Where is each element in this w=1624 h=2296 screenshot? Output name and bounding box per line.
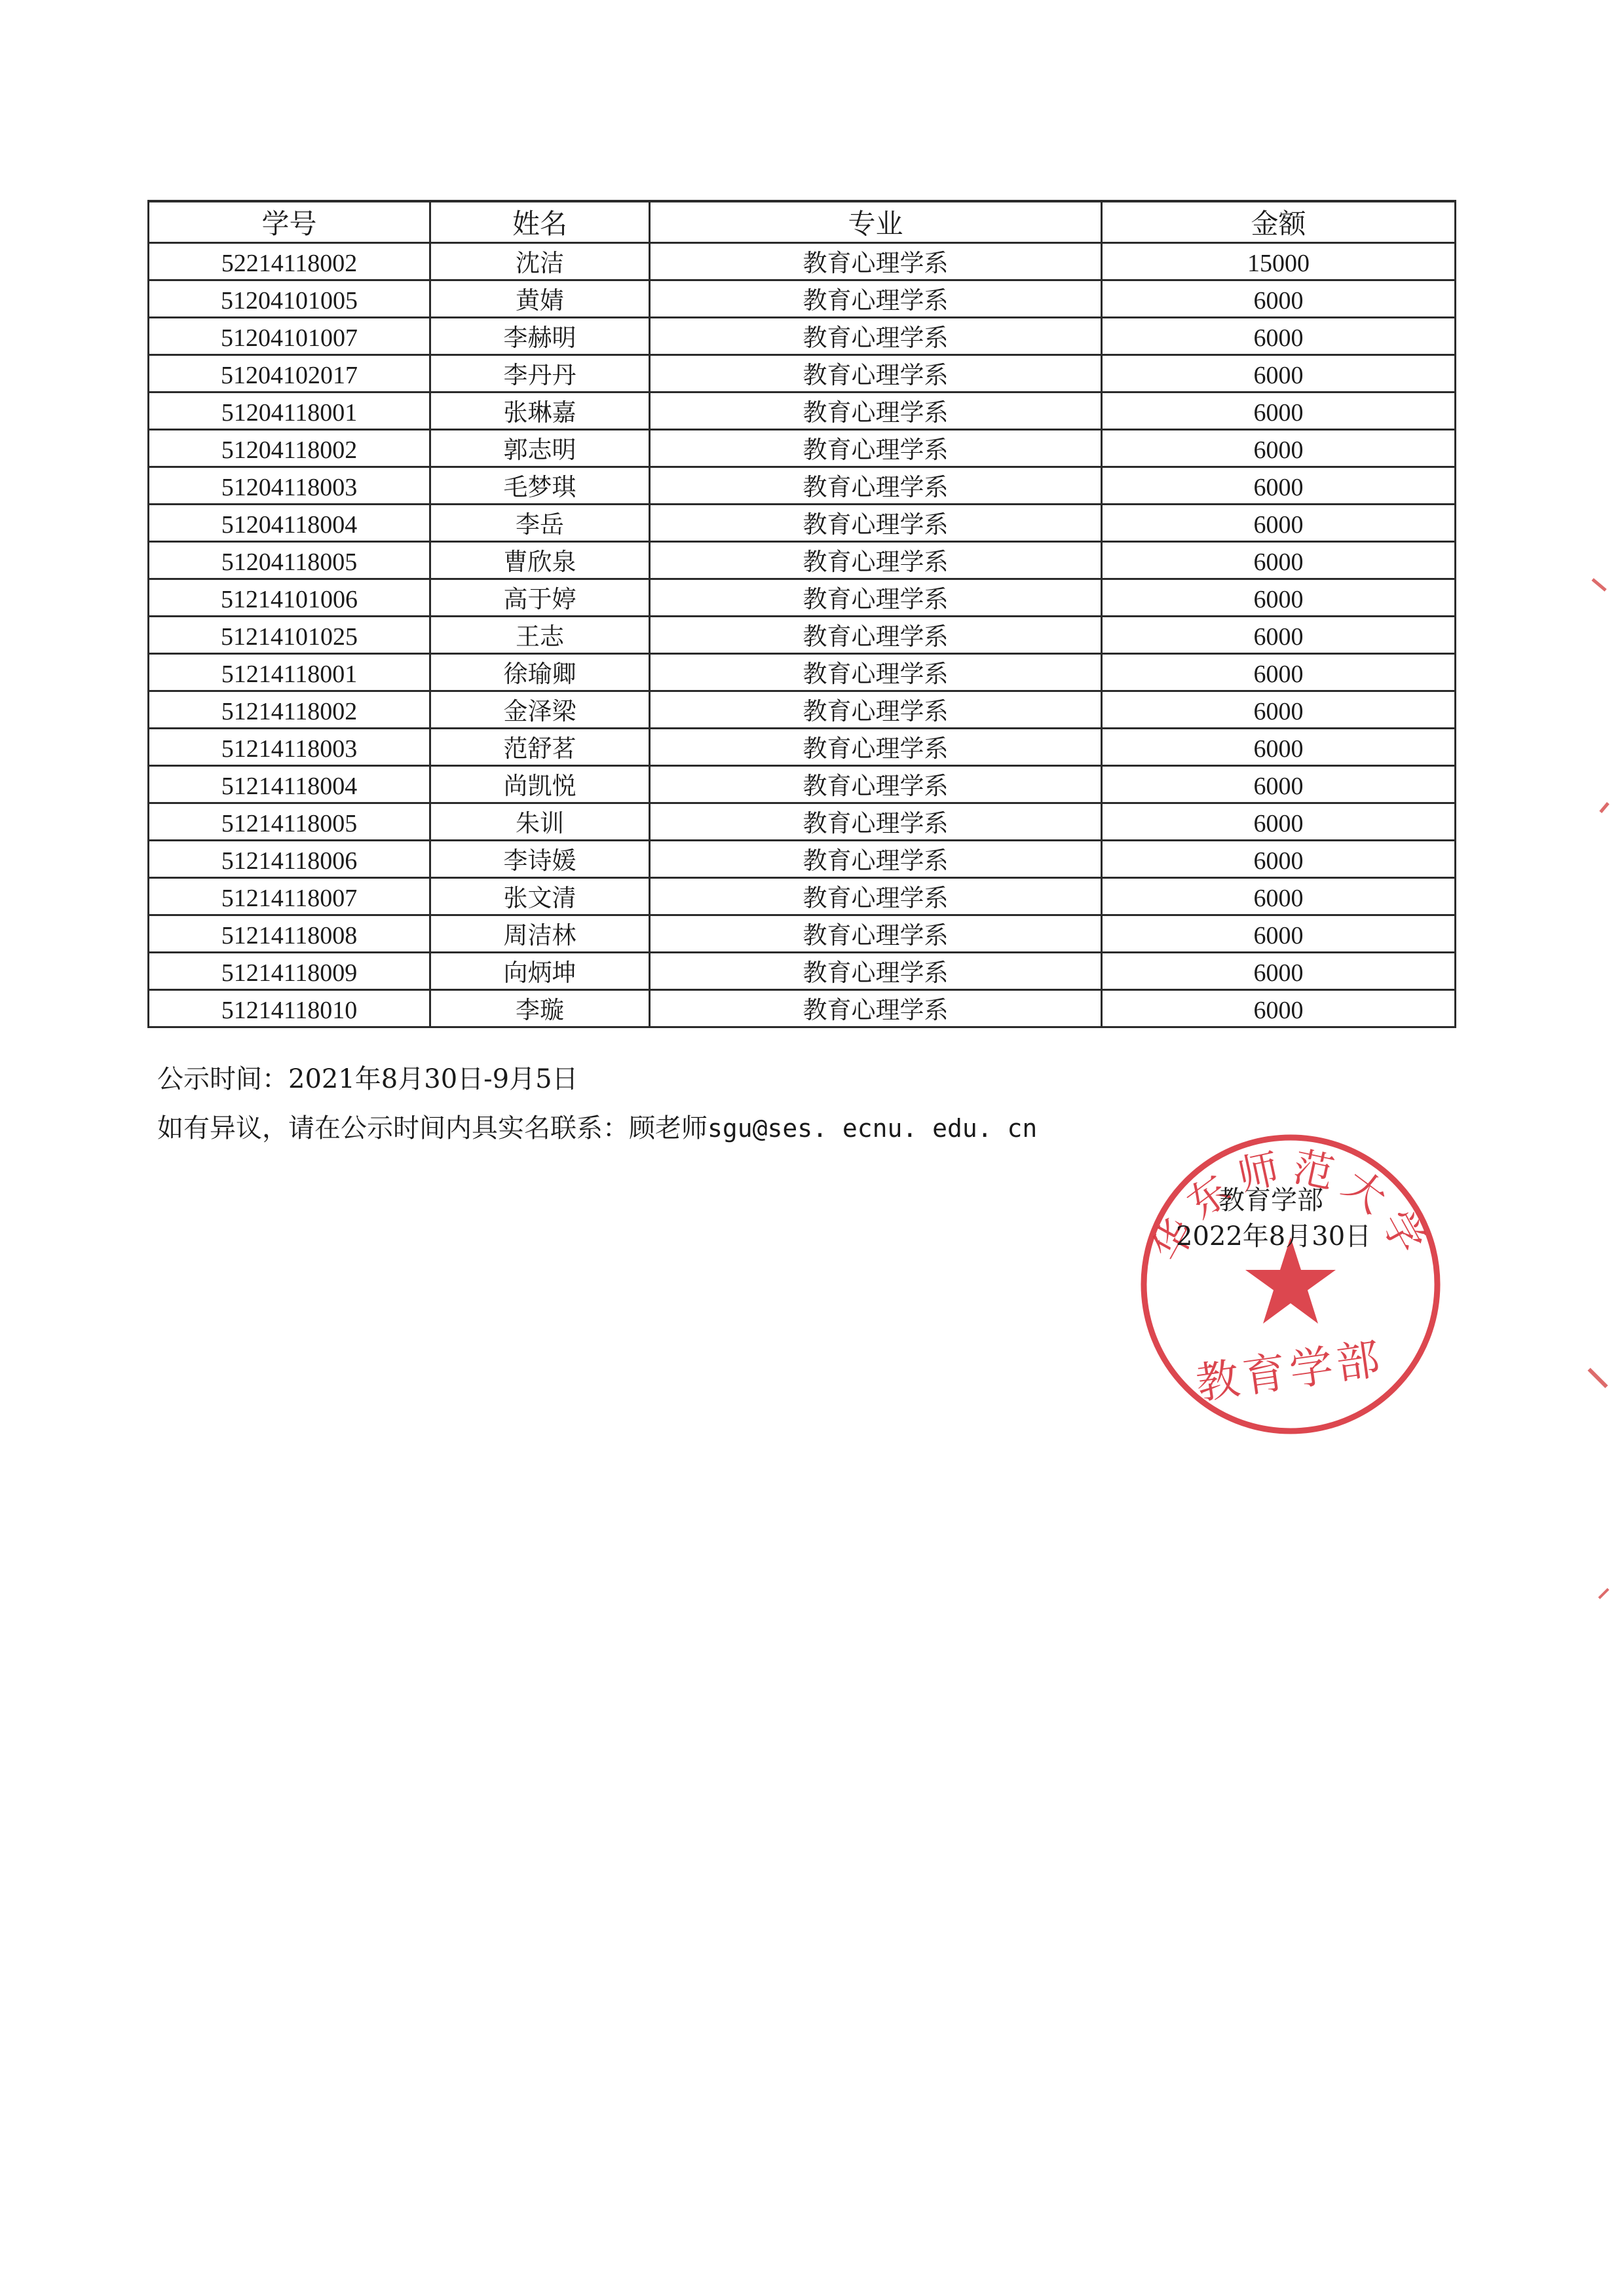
- student-id-cell: 51214118007: [149, 878, 430, 915]
- major-cell: 教育心理学系: [650, 990, 1102, 1027]
- student-name-cell: 毛梦琪: [430, 467, 650, 505]
- header-major: 专业: [650, 201, 1102, 243]
- student-id-cell: 51214118001: [149, 654, 430, 691]
- student-name-cell: 李璇: [430, 990, 650, 1027]
- table-row: [149, 617, 1456, 654]
- major-cell: 教育心理学系: [650, 280, 1102, 318]
- student-id-cell: 51214118004: [149, 766, 430, 803]
- major-cell: 教育心理学系: [650, 766, 1102, 803]
- seal-outer-textpath: 华东师范大学: [1142, 1142, 1439, 1269]
- student-name-cell: 向炳坤: [430, 953, 650, 990]
- student-name-cell: 朱训: [430, 803, 650, 841]
- student-name-cell: 周洁林: [430, 915, 650, 953]
- table-row: [149, 392, 1456, 430]
- amount-cell: 15000: [1102, 243, 1456, 280]
- major-cell: 教育心理学系: [650, 617, 1102, 654]
- table-row: [149, 280, 1456, 318]
- student-id-cell: 51204118004: [149, 505, 430, 542]
- student-name-cell: 李赫明: [430, 318, 650, 355]
- amount-cell: 6000: [1102, 579, 1456, 617]
- table-row: [149, 990, 1456, 1027]
- contact-email: sgu@ses. ecnu. edu. cn: [708, 1114, 1038, 1143]
- student-id-cell: 51214101025: [149, 617, 430, 654]
- amount-cell: 6000: [1102, 841, 1456, 878]
- amount-cell: 6000: [1102, 766, 1456, 803]
- student-id-cell: 51204101005: [149, 280, 430, 318]
- major-cell: 教育心理学系: [650, 542, 1102, 579]
- major-cell: 教育心理学系: [650, 803, 1102, 841]
- major-cell: 教育心理学系: [650, 953, 1102, 990]
- major-cell: 教育心理学系: [650, 243, 1102, 280]
- table-row: [149, 691, 1456, 729]
- amount-cell: 6000: [1102, 355, 1456, 392]
- major-cell: 教育心理学系: [650, 355, 1102, 392]
- scan-edge-mark: [1598, 1588, 1610, 1599]
- amount-cell: 6000: [1102, 654, 1456, 691]
- amount-cell: 6000: [1102, 878, 1456, 915]
- student-name-cell: 李岳: [430, 505, 650, 542]
- student-id-cell: 51214118010: [149, 990, 430, 1027]
- student-id-cell: 51214118005: [149, 803, 430, 841]
- amount-cell: 6000: [1102, 953, 1456, 990]
- major-cell: 教育心理学系: [650, 467, 1102, 505]
- student-name-cell: 沈洁: [430, 243, 650, 280]
- student-name-cell: 范舒茗: [430, 729, 650, 766]
- student-id-cell: 51214101006: [149, 579, 430, 617]
- student-name-cell: 张琳嘉: [430, 392, 650, 430]
- table-body: [149, 243, 1456, 1027]
- student-id-cell: 51204118003: [149, 467, 430, 505]
- amount-cell: 6000: [1102, 392, 1456, 430]
- amount-cell: 6000: [1102, 318, 1456, 355]
- header-amount: 金额: [1102, 201, 1456, 243]
- major-cell: 教育心理学系: [650, 729, 1102, 766]
- header-name: 姓名: [430, 201, 650, 243]
- student-id-cell: 51204118005: [149, 542, 430, 579]
- table-row: [149, 243, 1456, 280]
- seal-inner-text: 教育学部: [1192, 1333, 1387, 1409]
- student-name-cell: 尚凯悦: [430, 766, 650, 803]
- student-name-cell: 金泽梁: [430, 691, 650, 729]
- student-name-cell: 高于婷: [430, 579, 650, 617]
- student-name-cell: 黄婧: [430, 280, 650, 318]
- table-row: [149, 505, 1456, 542]
- scan-edge-mark: [1599, 802, 1609, 813]
- amount-cell: 6000: [1102, 729, 1456, 766]
- amount-cell: 6000: [1102, 542, 1456, 579]
- student-name-cell: 徐瑜卿: [430, 654, 650, 691]
- contact-text: 如有异议，请在公示时间内具实名联系：顾老师: [157, 1113, 708, 1143]
- student-id-cell: 51204101007: [149, 318, 430, 355]
- scan-edge-mark: [1591, 578, 1606, 592]
- table-row: [149, 729, 1456, 766]
- student-id-cell: 51204118002: [149, 430, 430, 467]
- official-seal: [1133, 1127, 1448, 1442]
- student-id-cell: 51214118006: [149, 841, 430, 878]
- notice-contact: [157, 1107, 1037, 1145]
- student-id-cell: 51214118002: [149, 691, 430, 729]
- amount-cell: 6000: [1102, 803, 1456, 841]
- major-cell: 教育心理学系: [650, 392, 1102, 430]
- major-cell: 教育心理学系: [650, 318, 1102, 355]
- student-name-cell: 李丹丹: [430, 355, 650, 392]
- award-table: [147, 200, 1456, 1028]
- major-cell: 教育心理学系: [650, 841, 1102, 878]
- amount-cell: 6000: [1102, 990, 1456, 1027]
- amount-cell: 6000: [1102, 505, 1456, 542]
- table-row: [149, 430, 1456, 467]
- major-cell: 教育心理学系: [650, 579, 1102, 617]
- student-name-cell: 李诗媛: [430, 841, 650, 878]
- header-student-id: 学号: [149, 201, 430, 243]
- major-cell: 教育心理学系: [650, 505, 1102, 542]
- student-name-cell: 张文清: [430, 878, 650, 915]
- amount-cell: 6000: [1102, 280, 1456, 318]
- student-id-cell: 51214118009: [149, 953, 430, 990]
- table-row: [149, 318, 1456, 355]
- amount-cell: 6000: [1102, 430, 1456, 467]
- table-row: [149, 841, 1456, 878]
- notice-time: 公示时间：2021年8月30日-9月5日: [157, 1064, 578, 1094]
- table-row: [149, 355, 1456, 392]
- amount-cell: 6000: [1102, 691, 1456, 729]
- student-id-cell: 51214118008: [149, 915, 430, 953]
- student-name-cell: 王志: [430, 617, 650, 654]
- student-id-cell: 52214118002: [149, 243, 430, 280]
- table-row: [149, 915, 1456, 953]
- major-cell: 教育心理学系: [650, 654, 1102, 691]
- major-cell: 教育心理学系: [650, 878, 1102, 915]
- student-name-cell: 郭志明: [430, 430, 650, 467]
- table-row: [149, 766, 1456, 803]
- table-row: [149, 542, 1456, 579]
- signature-date: 2022年8月30日: [1176, 1221, 1372, 1252]
- student-id-cell: 51204118001: [149, 392, 430, 430]
- table-header-row: [149, 201, 1456, 243]
- table-row: [149, 654, 1456, 691]
- scan-edge-mark: [1587, 1368, 1608, 1388]
- signature-department: 教育学部: [1218, 1185, 1323, 1215]
- student-id-cell: 51214118003: [149, 729, 430, 766]
- table-row: [149, 467, 1456, 505]
- amount-cell: 6000: [1102, 617, 1456, 654]
- amount-cell: 6000: [1102, 915, 1456, 953]
- amount-cell: 6000: [1102, 467, 1456, 505]
- table-row: [149, 579, 1456, 617]
- major-cell: 教育心理学系: [650, 430, 1102, 467]
- student-name-cell: 曹欣泉: [430, 542, 650, 579]
- student-id-cell: 51204102017: [149, 355, 430, 392]
- major-cell: 教育心理学系: [650, 691, 1102, 729]
- table-row: [149, 803, 1456, 841]
- table-row: [149, 953, 1456, 990]
- major-cell: 教育心理学系: [650, 915, 1102, 953]
- table-row: [149, 878, 1456, 915]
